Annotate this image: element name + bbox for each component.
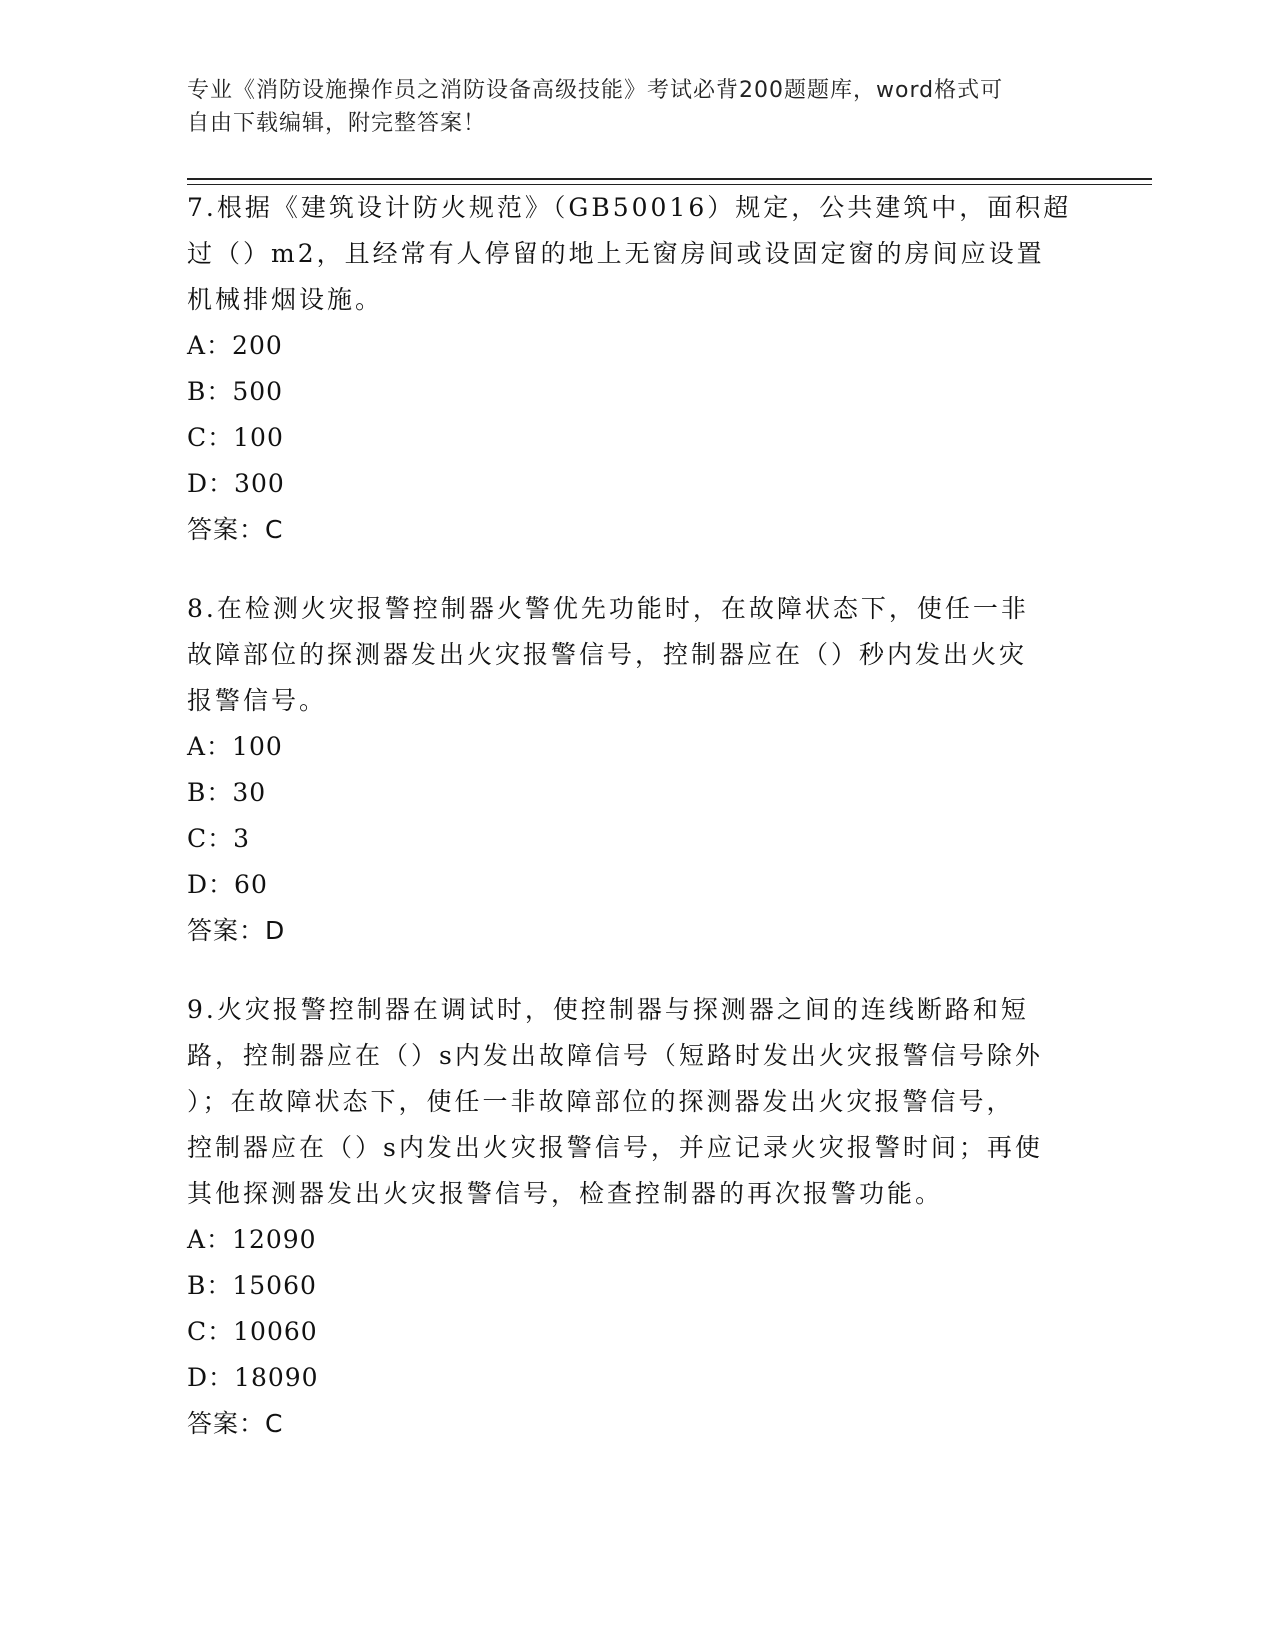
- answer-line: 答案：D: [187, 916, 286, 945]
- document-header: [187, 74, 1067, 140]
- header-line-1: 专业《消防设施操作员之消防设备高级技能》考试必背200题题库，word格式可: [187, 78, 1004, 103]
- question-line: 路，控制器应在（）s内发出故障信号（短路时发出火灾报警信号除外: [187, 1041, 1043, 1070]
- answer-line: 答案：C: [187, 1409, 284, 1438]
- question-line: 8.在检测火灾报警控制器火警优先功能时，在故障状态下，使任一非: [187, 594, 1029, 623]
- option-b: B：15060: [187, 1271, 317, 1300]
- answer-line: 答案：C: [187, 515, 284, 544]
- option-b: B：500: [187, 377, 284, 406]
- question-line: 9.火灾报警控制器在调试时，使控制器与探测器之间的连线断路和短: [187, 995, 1029, 1024]
- header-divider-thick: [187, 178, 1152, 180]
- question-line: ）；在故障状态下，使任一非故障部位的探测器发出火灾报警信号，: [187, 1087, 1015, 1116]
- question-line: 控制器应在（）s内发出火灾报警信号，并应记录火灾报警时间；再使: [187, 1133, 1043, 1162]
- question-9: [187, 987, 1087, 1447]
- option-a: A：200: [187, 331, 283, 360]
- option-c: C：100: [187, 423, 284, 452]
- option-c: C：10060: [187, 1317, 318, 1346]
- question-line: 故障部位的探测器发出火灾报警信号，控制器应在（）秒内发出火灾: [187, 640, 1028, 669]
- question-line: 7.根据《建筑设计防火规范》（GB50016）规定，公共建筑中，面积超: [187, 193, 1072, 222]
- option-d: D：18090: [187, 1363, 319, 1392]
- option-a: A：100: [187, 732, 283, 761]
- question-line: 报警信号。: [187, 686, 328, 715]
- option-a: A：12090: [187, 1225, 317, 1254]
- option-d: D：60: [187, 870, 268, 899]
- question-7: [187, 185, 1087, 553]
- question-line: 机械排烟设施。: [187, 285, 384, 314]
- question-8: [187, 586, 1087, 954]
- question-line: 其他探测器发出火灾报警信号，检查控制器的再次报警功能。: [187, 1179, 944, 1208]
- header-line-2: 自由下载编辑，附完整答案！: [187, 111, 487, 136]
- option-b: B：30: [187, 778, 267, 807]
- option-d: D：300: [187, 469, 285, 498]
- option-c: C：3: [187, 824, 251, 853]
- question-line: 过（）m2，且经常有人停留的地上无窗房间或设固定窗的房间应设置: [187, 239, 1045, 268]
